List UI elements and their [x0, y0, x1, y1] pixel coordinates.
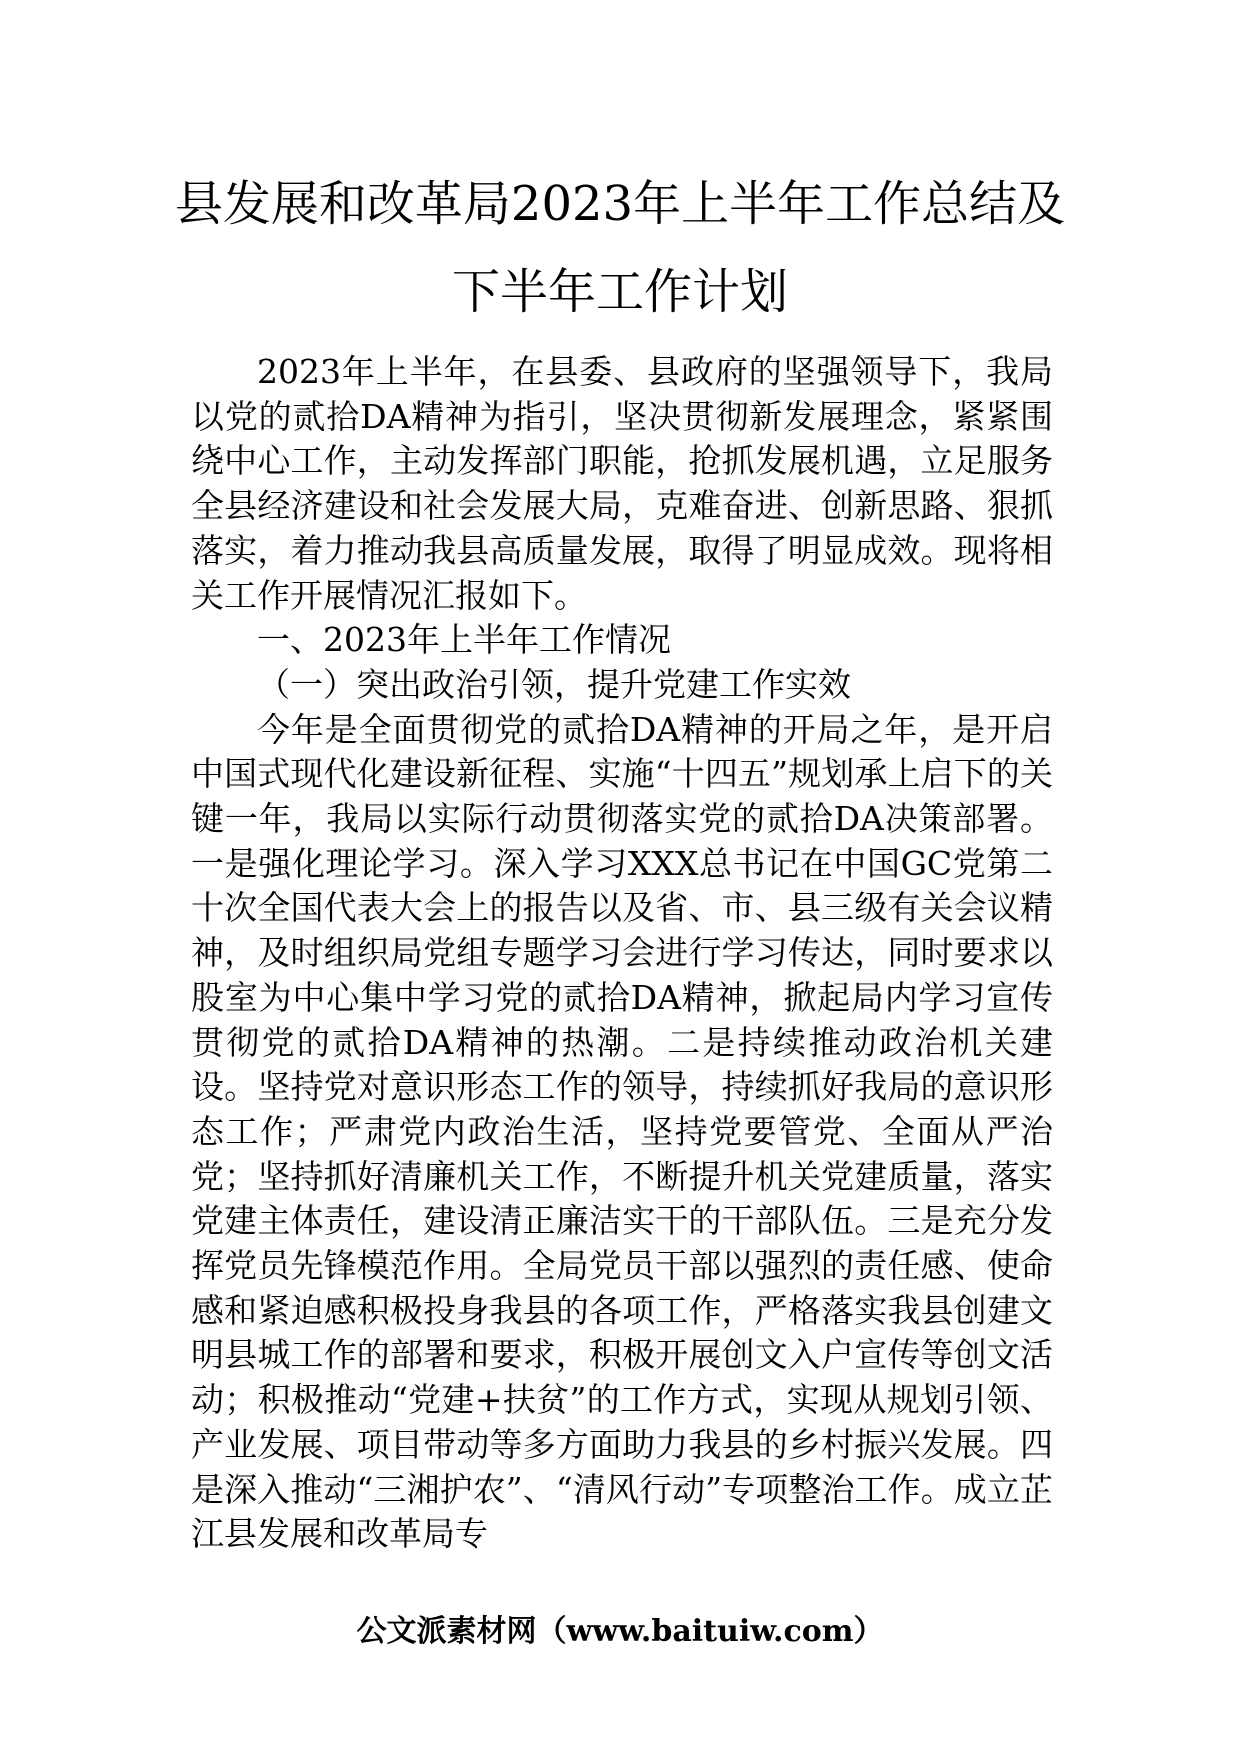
title-line-1: 县发展和改革局2023年上半年工作总结及 [174, 176, 1066, 232]
body-paragraph: 今年是全面贯彻党的贰拾DA精神的开局之年，是开启中国式现代化建设新征程、实施“十四五”规划承上启下的关键一年，我局以实际行动贯彻落实党的贰拾DA决策部署。一是强化理论学习。深入学习XXX总书记在中国GC党第二十次全国代表大会上的报告以及省、市、县三级有关会议精神，及时组织局党组专题学习会进行学习传达，同时要求以股室为中心集中学习党的贰拾DA精神，掀起局内学习宣传贯彻党的贰拾DA精神的热潮。二是持续推动政治机关建设。坚持党对意识形态工作的领导，持续抓好我局的意识形态工作；严肃党内政治生活，坚持党要管党、全面从严治党；坚持抓好清廉机关工作，不断提升机关党建质量，落实党建主体责任，建设清正廉洁实干的干部队伍。三是充分发挥党员先锋模范作用。全局党员干部以强烈的责任感、使命感和紧迫感积极投身我县的各项工作，严格落实我县创建文明县城工作的部署和要求，积极开展创文入户宣传等创文活动；积极推动“党建+扶贫”的工作方式，实现从规划引领、产业发展、项目带动等多方面助力我县的乡村振兴发展。四是深入推动“三湘护农”、“清风行动”专项整治工作。成立芷江县发展和改革局专 [191, 709, 1053, 1554]
document-body [191, 350, 1053, 1557]
document-title [150, 160, 1090, 336]
title-line-2: 下半年工作计划 [451, 264, 788, 320]
section-heading: 一、2023年上半年工作情况 [257, 620, 671, 660]
intro-paragraph: 2023年上半年，在县委、县政府的坚强领导下，我局以党的贰拾DA精神为指引，坚决贯彻新发展理念，紧紧围绕中心工作，主动发挥部门职能，抢抓发展机遇，立足服务全县经济建设和社会发展大局，克难奋进、创新思路、狠抓落实，着力推动我县高质量发展，取得了明显成效。现将相关工作开展情况汇报如下。 [191, 352, 1053, 615]
subsection-heading: （一）突出政治引领，提升党建工作实效 [257, 664, 851, 704]
page-footer: 公文派素材网（www.baituiw.com） [356, 1614, 884, 1649]
